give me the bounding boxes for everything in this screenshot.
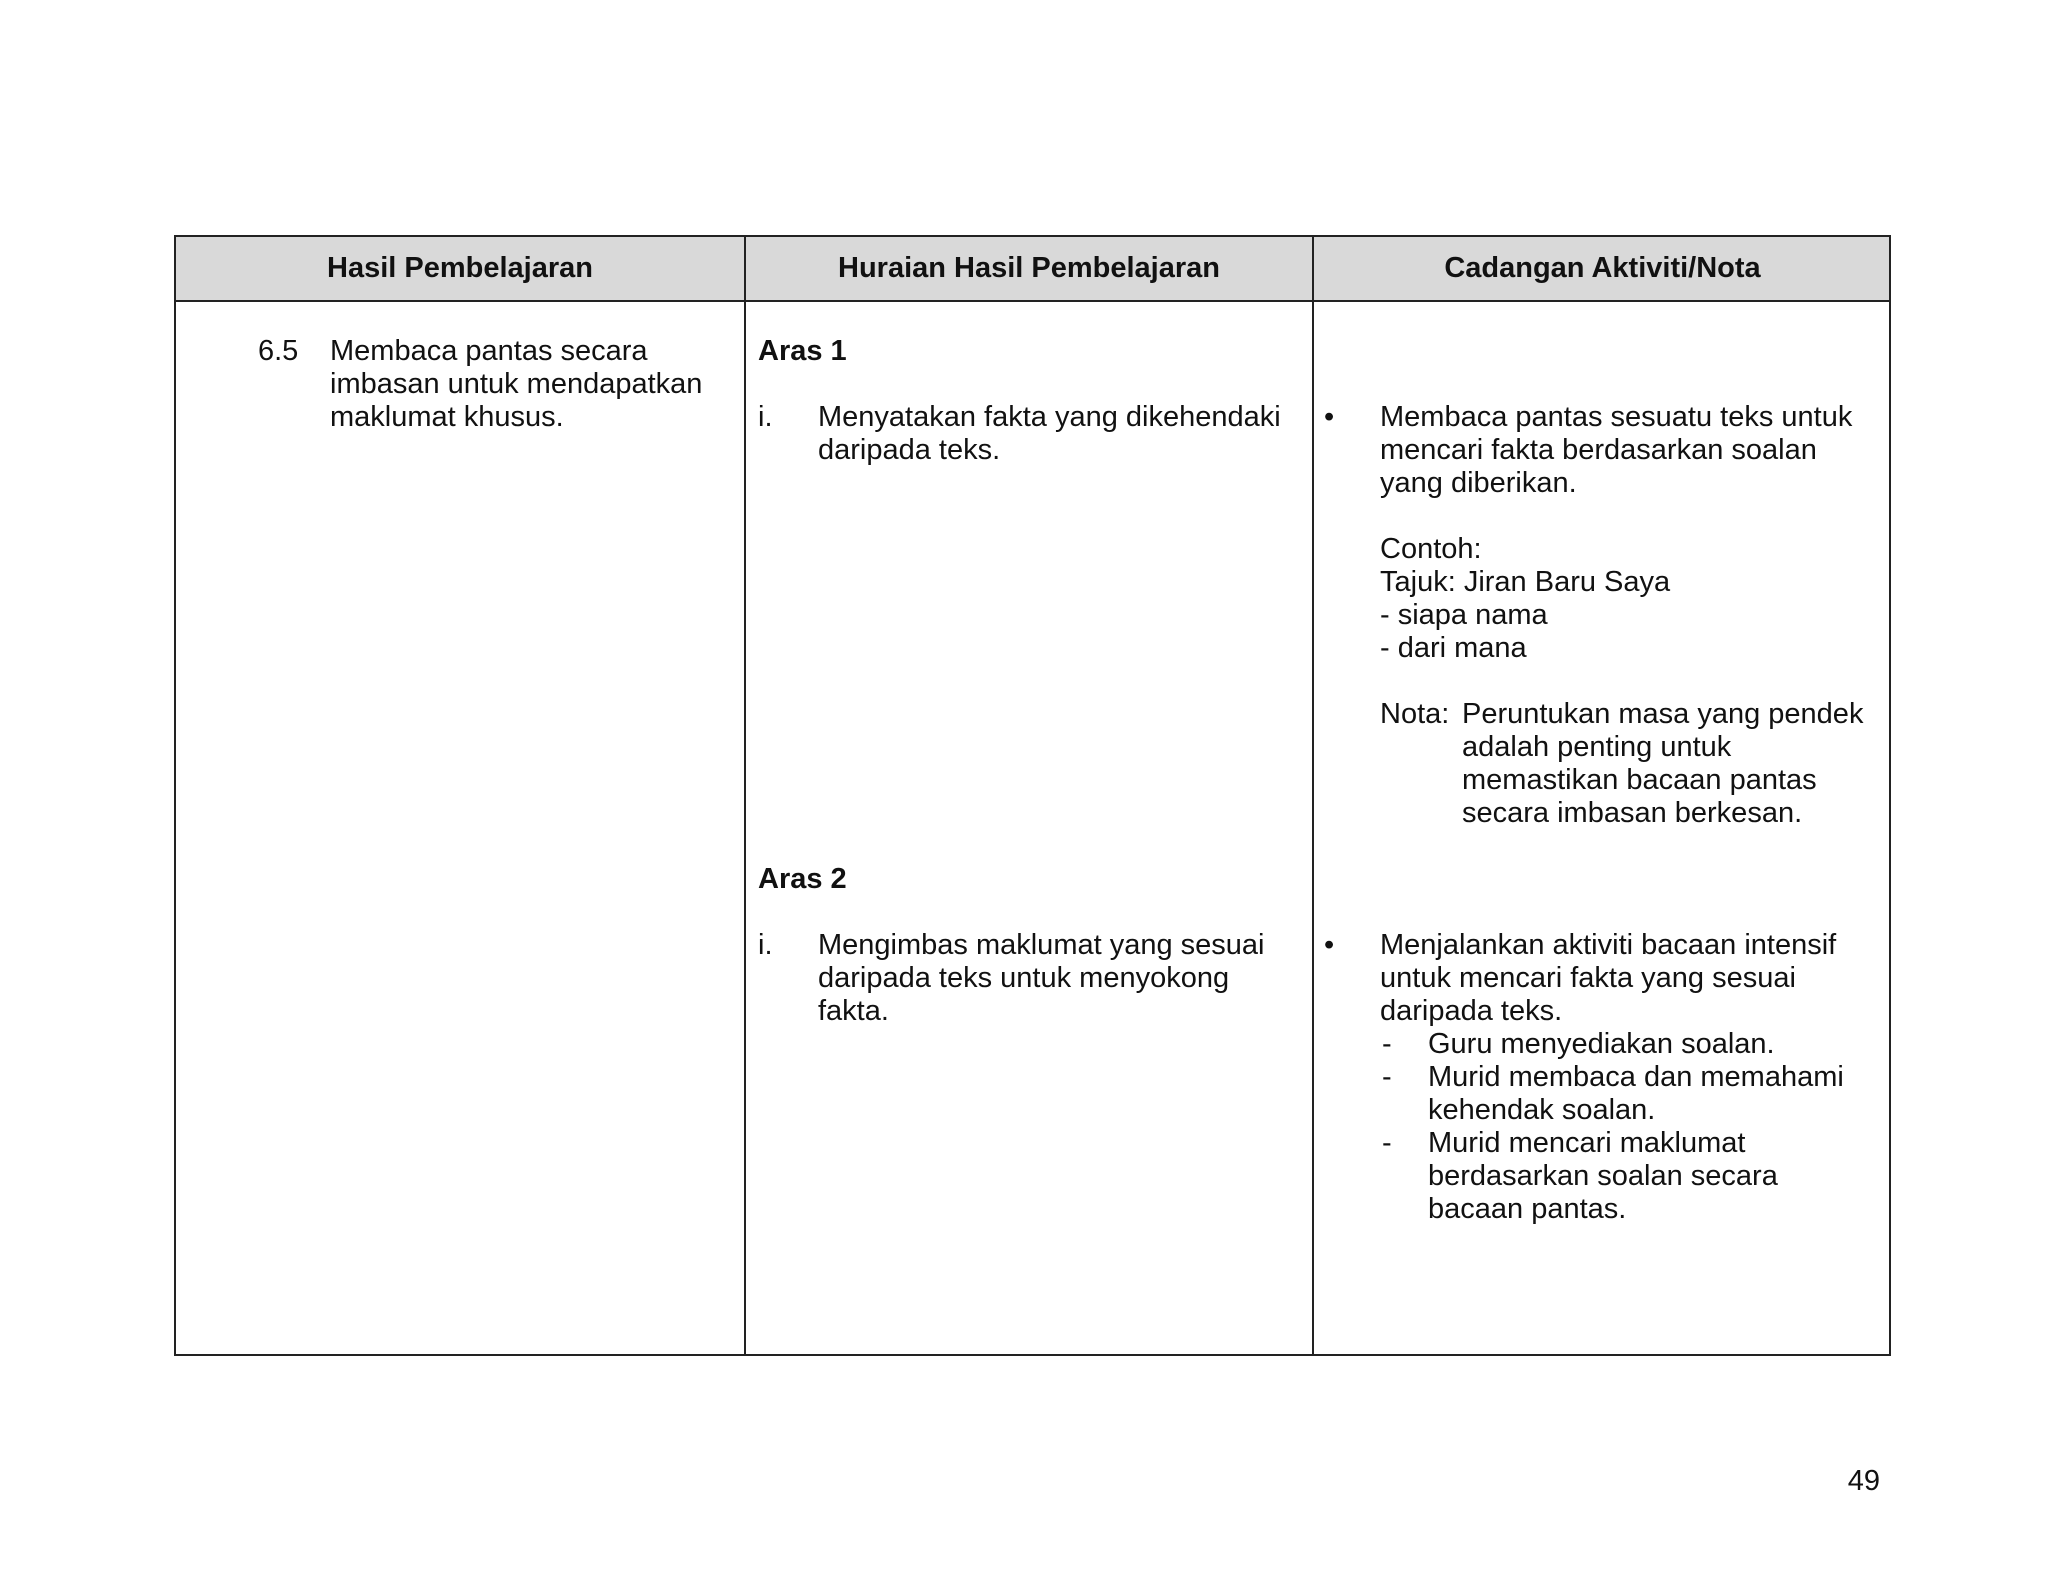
sub-point-line: Murid mencari maklumat — [1428, 1127, 1746, 1159]
learning-outcome-number: 6.5 — [258, 335, 299, 367]
activity-line: yang diberikan. — [1380, 467, 1577, 499]
header-huraian-hasil-pembelajaran: Huraian Hasil Pembelajaran — [838, 252, 1220, 284]
level-title: Aras 2 — [758, 863, 847, 895]
header-cadangan-aktiviti-nota: Cadangan Aktiviti/Nota — [1444, 252, 1761, 284]
activity-line: untuk mencari fakta yang sesuai — [1380, 962, 1796, 994]
learning-outcome-line: maklumat khusus. — [330, 401, 564, 433]
sub-point-marker: - — [1382, 1028, 1392, 1060]
curriculum-table — [174, 235, 1891, 1356]
column-divider — [1312, 237, 1314, 1354]
learning-outcome-line: Membaca pantas secara — [330, 335, 648, 367]
activity-line: Membaca pantas sesuatu teks untuk — [1380, 401, 1853, 433]
example-point: - dari mana — [1380, 632, 1527, 664]
note-line: secara imbasan berkesan. — [1462, 797, 1803, 829]
learning-outcome-line: imbasan untuk mendapatkan — [330, 368, 703, 400]
note-line: Peruntukan masa yang pendek — [1462, 698, 1864, 730]
level-item-line: fakta. — [818, 995, 889, 1027]
sub-point-line: kehendak soalan. — [1428, 1094, 1656, 1126]
level-item-marker: i. — [758, 401, 773, 433]
level-item-line: Menyatakan fakta yang dikehendaki — [818, 401, 1281, 433]
level-item-line: Mengimbas maklumat yang sesuai — [818, 929, 1265, 961]
sub-point-marker: - — [1382, 1127, 1392, 1159]
sub-point-line: berdasarkan soalan secara — [1428, 1160, 1778, 1192]
example-title: Tajuk: Jiran Baru Saya — [1380, 566, 1671, 598]
level-item-line: daripada teks untuk menyokong — [818, 962, 1230, 994]
note-line: memastikan bacaan pantas — [1462, 764, 1817, 796]
level-title: Aras 1 — [758, 335, 847, 367]
level-item-line: daripada teks. — [818, 434, 1001, 466]
note-label: Nota: — [1380, 698, 1450, 730]
example-label: Contoh: — [1380, 533, 1482, 565]
page-number: 49 — [1847, 1465, 1880, 1497]
activity-bullet: • — [1324, 929, 1335, 961]
activity-line: daripada teks. — [1380, 995, 1563, 1027]
level-item-marker: i. — [758, 929, 773, 961]
header-hasil-pembelajaran: Hasil Pembelajaran — [327, 252, 593, 284]
sub-point-line: Guru menyediakan soalan. — [1428, 1028, 1775, 1060]
table-header-row — [176, 237, 1889, 302]
example-point: - siapa nama — [1380, 599, 1548, 631]
sub-point-line: Murid membaca dan memahami — [1428, 1061, 1844, 1093]
activity-line: mencari fakta berdasarkan soalan — [1380, 434, 1817, 466]
activity-bullet: • — [1324, 401, 1335, 433]
sub-point-marker: - — [1382, 1061, 1392, 1093]
activity-line: Menjalankan aktiviti bacaan intensif — [1380, 929, 1837, 961]
note-line: adalah penting untuk — [1462, 731, 1732, 763]
column-divider — [744, 237, 746, 1354]
sub-point-line: bacaan pantas. — [1428, 1193, 1627, 1225]
